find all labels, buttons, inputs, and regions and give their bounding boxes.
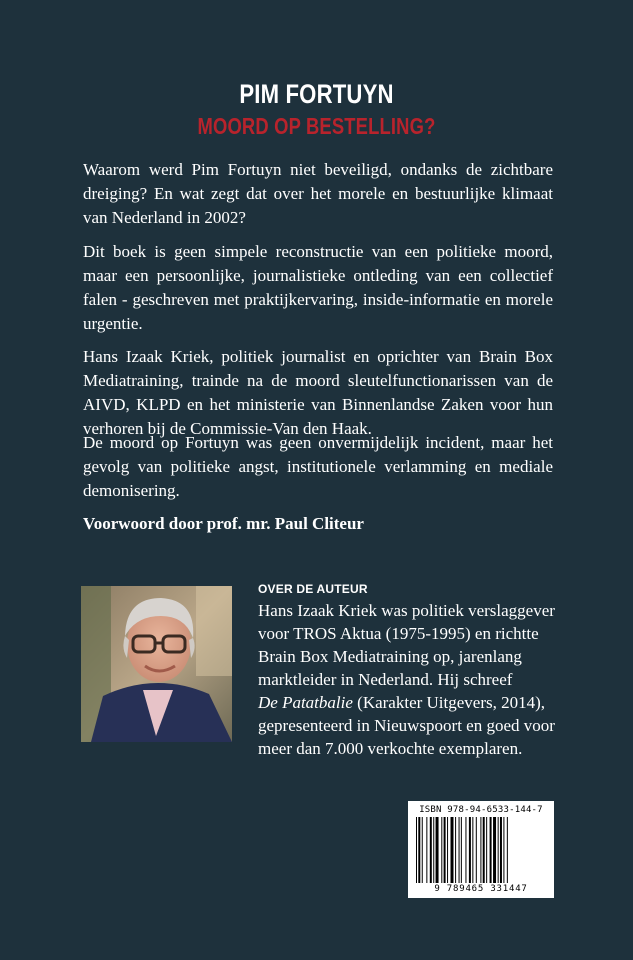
barcode-bar [459, 817, 460, 883]
blurb-paragraph-1: Waarom werd Pim Fortuyn niet beveiligd, ondanks de zichtbare dreiging? En wat zegt dat over het morele en bestuurlijke klimaat van Nederland in 2002? [83, 160, 553, 227]
author-book-title: De Patatbalie [258, 693, 353, 712]
barcode-bar [451, 817, 454, 883]
barcode-bar [416, 817, 417, 883]
foreword-credit: Voorwoord door prof. mr. Paul Cliteur [83, 514, 364, 533]
book-subtitle: MOORD OP BESTELLING? [197, 113, 436, 139]
barcode-bar [507, 817, 508, 883]
barcode-bar [498, 817, 499, 883]
book-title: PIM FORTUYN [239, 79, 394, 109]
barcode-bar [436, 817, 439, 883]
barcode-bar [490, 817, 492, 883]
barcode-bar [469, 817, 471, 883]
barcode-bar [476, 817, 477, 883]
barcode-bar [483, 817, 485, 883]
barcode-bar [503, 817, 504, 883]
barcode-bar [500, 817, 502, 883]
barcode-bar [461, 817, 462, 883]
barcode-digits: 9 789465 331447 [434, 884, 528, 894]
barcode-bar [493, 817, 496, 883]
barcode-bar [441, 817, 442, 883]
author-section-heading: OVER DE AUTEUR [258, 582, 368, 596]
author-bio-text-1: Hans Izaak Kriek was politiek verslaggever voor TROS Aktua (1975-1995) en richtte Brain Box Mediatraining op, jarenlang marktleider in Nederland. Hij schreef [258, 601, 555, 689]
blurb-paragraph-2: Dit boek is geen simpele reconstructie van een politieke moord, maar een persoonlijke, journalistieke ontleding van een collectief falen - geschreven met praktijkervaring, inside-informatie en morele urgentie. [83, 242, 553, 333]
author-bio [258, 599, 558, 760]
barcode-bar [430, 817, 432, 883]
barcode-bar [418, 817, 420, 883]
author-photo [81, 586, 232, 742]
isbn-label: ISBN 978-94-6533-144-7 [419, 805, 543, 815]
barcode-bar [447, 817, 448, 883]
barcode-bar [444, 817, 446, 883]
barcode-bar [465, 817, 466, 883]
barcode-bar [455, 817, 456, 883]
blurb-paragraph-3: Hans Izaak Kriek, politiek journalist en oprichter van Brain Box Mediatraining, trainde na de moord sleutelfunctionarissen van de AIVD, KLPD en het ministerie van Binnenlandse Zaken voor hun verhoren bij de Commissie-Van den Haak. [83, 347, 553, 438]
barcode [408, 801, 554, 898]
barcode-bar [426, 817, 427, 883]
author-bio-text-2: (Karakter Uitgevers, 2014), gepresenteerd in Nieuwspoort en goed voor meer dan 7.000 verkochte exemplaren. [258, 693, 555, 758]
barcode-bar [472, 817, 473, 883]
barcode-bar [486, 817, 487, 883]
barcode-bars [416, 817, 546, 883]
barcode-bar [422, 817, 423, 883]
barcode-bar [433, 817, 434, 883]
barcode-bar [480, 817, 481, 883]
blurb-paragraph-4: De moord op Fortuyn was geen onvermijdelijk incident, maar het gevolg van politieke angst, institutionele verlamming en mediale demonisering. [83, 433, 553, 500]
